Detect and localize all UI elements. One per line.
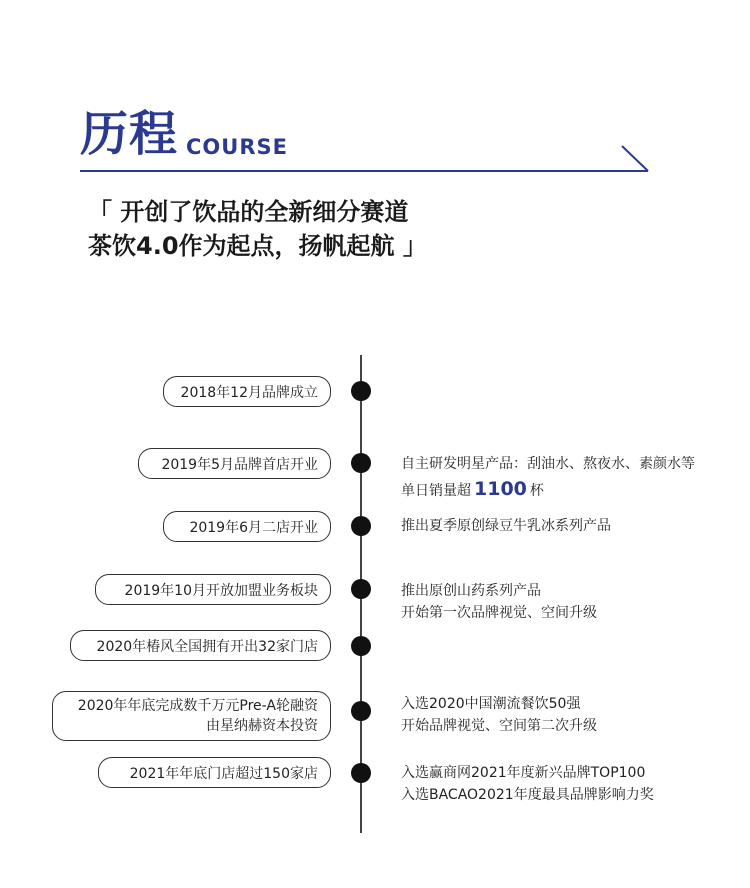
event-label: 2020年年底完成数千万元Pre-A轮融资 bbox=[77, 698, 318, 714]
timeline-dot bbox=[351, 381, 371, 401]
title-underline-accent bbox=[0, 0, 750, 200]
timeline-desc bbox=[401, 580, 597, 624]
event-label: 2018年12月品牌成立 bbox=[180, 384, 318, 401]
desc-line: 自主研发明星产品：刮油水、熬夜水、素颜水等 bbox=[401, 456, 695, 472]
timeline-event bbox=[95, 574, 331, 605]
event-label: 2019年6月二店开业 bbox=[189, 519, 318, 536]
desc-line: 入选赢商网2021年度新兴品牌TOP100 bbox=[401, 765, 646, 781]
sales-highlight: 1100 bbox=[474, 478, 527, 500]
event-label: 2019年5月品牌首店开业 bbox=[161, 456, 318, 473]
section-title: 历程 bbox=[80, 106, 179, 162]
timeline-event bbox=[163, 511, 331, 542]
timeline-desc bbox=[401, 453, 695, 502]
desc-line: 推出夏季原创绿豆牛乳冰系列产品 bbox=[401, 518, 611, 534]
timeline-event bbox=[163, 376, 331, 407]
desc-line: 入选2020中国潮流餐饮50强 bbox=[401, 696, 581, 712]
timeline-desc bbox=[401, 515, 611, 537]
desc-line bbox=[401, 478, 695, 502]
slogan-line-1: 「 开创了饮品的全新细分赛道 bbox=[88, 198, 409, 226]
timeline-event bbox=[52, 691, 331, 741]
timeline-event bbox=[98, 757, 331, 788]
desc-line: 开始第一次品牌视觉、空间升级 bbox=[401, 605, 597, 621]
slogan-line-2: 茶饮4.0作为起点，扬帆起航 」 bbox=[88, 232, 427, 260]
timeline-dot bbox=[351, 453, 371, 473]
timeline-dot bbox=[351, 701, 371, 721]
timeline-desc bbox=[401, 693, 597, 737]
event-label: 2020年椿风全国拥有开出32家门店 bbox=[96, 638, 318, 655]
event-label: 2021年年底门店超过150家店 bbox=[129, 765, 318, 782]
timeline-dot bbox=[351, 516, 371, 536]
event-label: 由星纳赫资本投资 bbox=[206, 718, 318, 734]
desc-line: 推出原创山药系列产品 bbox=[401, 583, 541, 599]
desc-line: 开始品牌视觉、空间第二次升级 bbox=[401, 718, 597, 734]
timeline-dot bbox=[351, 636, 371, 656]
section-title-en: COURSE bbox=[186, 135, 288, 159]
timeline-dot bbox=[351, 579, 371, 599]
event-label: 2019年10月开放加盟业务板块 bbox=[124, 582, 318, 599]
desc-text: 杯 bbox=[529, 483, 544, 499]
timeline-event bbox=[70, 630, 331, 661]
timeline-desc bbox=[401, 762, 654, 806]
desc-line: 入选BACAO2021年度最具品牌影响力奖 bbox=[401, 787, 654, 803]
desc-text: 单日销量超 bbox=[401, 483, 471, 499]
timeline-event bbox=[138, 448, 331, 479]
timeline-dot bbox=[351, 763, 371, 783]
